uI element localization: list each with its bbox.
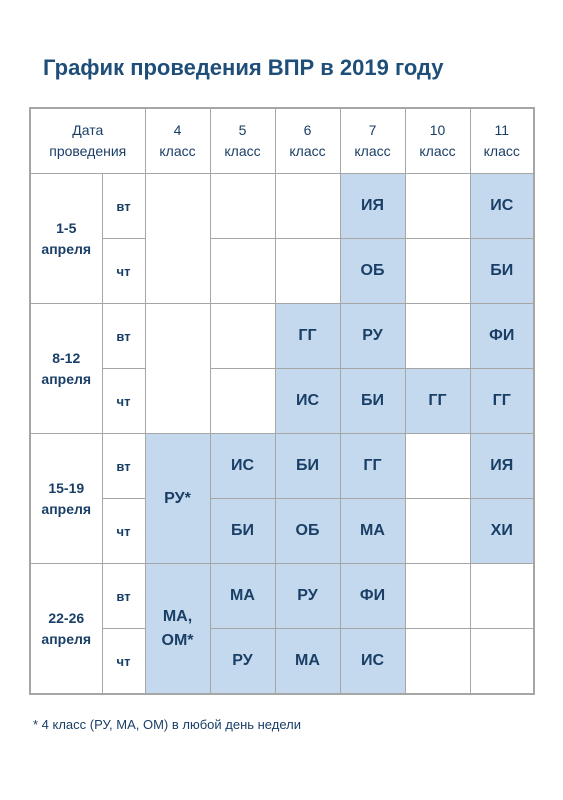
class-label: класс <box>419 143 456 159</box>
class-label: класс <box>159 143 196 159</box>
table-row <box>30 499 534 564</box>
day-cell: вт <box>102 434 145 499</box>
subject-cell: РУ <box>210 629 275 695</box>
subject-cell: РУ <box>275 564 340 629</box>
class-num: 7 <box>368 122 377 138</box>
subject-cell <box>470 629 534 695</box>
subject-cell: МА <box>340 499 405 564</box>
subject-cell <box>405 239 470 304</box>
subject-cell: БИ <box>470 239 534 304</box>
class-header-6 <box>275 108 340 174</box>
grade4-cell: РУ* <box>145 434 210 564</box>
subject-cell: ИС <box>470 174 534 239</box>
class-num: 10 <box>429 122 446 138</box>
week-date-4 <box>30 564 102 695</box>
class-num: 5 <box>238 122 247 138</box>
subject-cell: БИ <box>275 434 340 499</box>
class-num: 6 <box>303 122 312 138</box>
table-row <box>30 174 534 239</box>
week-date-3 <box>30 434 102 564</box>
week-month: апреля <box>41 630 92 647</box>
class-header-10 <box>405 108 470 174</box>
class-label: класс <box>483 143 520 159</box>
table-row <box>30 629 534 695</box>
subject-cell <box>405 564 470 629</box>
table-row <box>30 304 534 369</box>
week-month: апреля <box>41 370 92 387</box>
week-date-1 <box>30 174 102 304</box>
class-header-5 <box>210 108 275 174</box>
day-cell: вт <box>102 304 145 369</box>
week-month: апреля <box>41 500 92 517</box>
grade4-cell <box>145 304 210 434</box>
day-cell: вт <box>102 564 145 629</box>
subject-cell: БИ <box>340 369 405 434</box>
subject-cell: ИС <box>340 629 405 695</box>
day-cell: вт <box>102 174 145 239</box>
grade4-line1: МА, <box>162 607 193 625</box>
class-label: класс <box>224 143 261 159</box>
page-title: График проведения ВПР в 2019 году <box>43 55 444 80</box>
day-cell: чт <box>102 499 145 564</box>
date-header <box>30 108 145 174</box>
subject-cell <box>275 239 340 304</box>
subject-cell <box>210 369 275 434</box>
week-date-2 <box>30 304 102 434</box>
subject-cell <box>210 304 275 369</box>
class-label: класс <box>354 143 391 159</box>
subject-cell <box>405 499 470 564</box>
schedule-table <box>29 107 535 695</box>
subject-cell: БИ <box>210 499 275 564</box>
grade4-line2: ОМ* <box>161 631 194 649</box>
grade4-cell <box>145 564 210 695</box>
week-range: 22-26 <box>48 609 85 626</box>
subject-cell: ИЯ <box>470 434 534 499</box>
week-range: 1-5 <box>56 219 77 236</box>
subject-cell: ГГ <box>275 304 340 369</box>
week-month: апреля <box>41 240 92 257</box>
week-range: 8-12 <box>52 349 81 366</box>
subject-cell: ХИ <box>470 499 534 564</box>
day-cell: чт <box>102 369 145 434</box>
subject-cell: МА <box>275 629 340 695</box>
grade4-cell <box>145 174 210 304</box>
day-cell: чт <box>102 629 145 695</box>
subject-cell: ФИ <box>470 304 534 369</box>
subject-cell <box>210 239 275 304</box>
date-header-line2: проведения <box>49 143 127 159</box>
day-cell: чт <box>102 239 145 304</box>
subject-cell: ГГ <box>470 369 534 434</box>
table-row <box>30 564 534 629</box>
subject-cell <box>275 174 340 239</box>
subject-cell <box>470 564 534 629</box>
subject-cell: ГГ <box>405 369 470 434</box>
subject-cell: РУ <box>340 304 405 369</box>
subject-cell: ОБ <box>275 499 340 564</box>
footnote: * 4 класс (РУ, МА, ОМ) в любой день недели <box>33 717 301 732</box>
subject-cell <box>210 174 275 239</box>
date-header-line1: Дата <box>72 122 104 138</box>
subject-cell <box>405 304 470 369</box>
subject-cell <box>405 434 470 499</box>
subject-cell: ИС <box>210 434 275 499</box>
class-header-11 <box>470 108 534 174</box>
subject-cell: ОБ <box>340 239 405 304</box>
subject-cell <box>405 174 470 239</box>
subject-cell: ГГ <box>340 434 405 499</box>
subject-cell <box>405 629 470 695</box>
table-row <box>30 239 534 304</box>
class-header-7 <box>340 108 405 174</box>
class-label: класс <box>289 143 326 159</box>
subject-cell: ИС <box>275 369 340 434</box>
subject-cell: МА <box>210 564 275 629</box>
class-header-4 <box>145 108 210 174</box>
header-row <box>30 108 534 174</box>
week-range: 15-19 <box>48 479 85 496</box>
table-row <box>30 369 534 434</box>
class-num: 4 <box>173 122 182 138</box>
subject-cell: ИЯ <box>340 174 405 239</box>
class-num: 11 <box>494 122 510 138</box>
table-row <box>30 434 534 499</box>
subject-cell: ФИ <box>340 564 405 629</box>
